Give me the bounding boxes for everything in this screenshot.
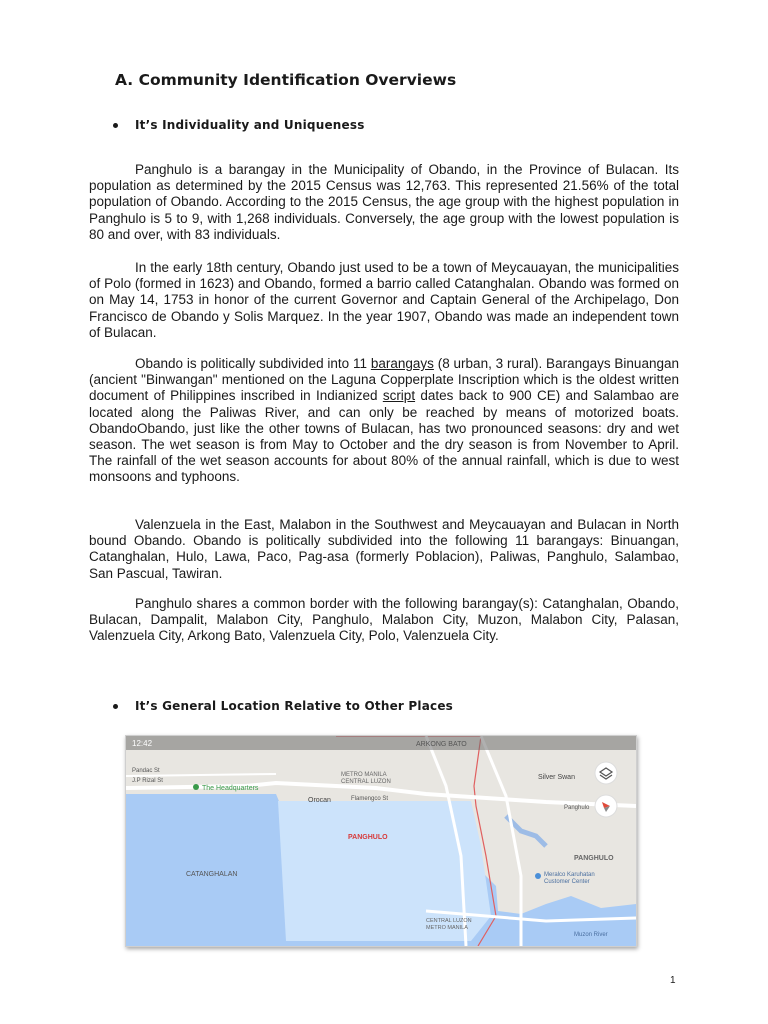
label-bottom-metro-manila: METRO MANILA	[426, 925, 468, 931]
label-panghulo-center: PANGHULO	[348, 834, 388, 841]
page-number: 1	[670, 975, 676, 986]
headquarters-pin-icon[interactable]	[193, 784, 199, 790]
map-svg	[126, 736, 636, 946]
script-link[interactable]: script	[382, 388, 416, 404]
paragraph-subdivisions-text-a: Obando is politically subdivided into 11	[135, 356, 371, 371]
bullet-dot-icon	[113, 123, 118, 128]
paragraph-history-text: In the early 18th century, Obando just used to be a town of Meycauayan, the municipalities of Polo (formed in 1623) and Obando, formed a barrio called Catanghalan. Obando was formed on on May 14, 1753 in honor of the current Governor and Captain General of the Archipelago, Don Francisco de Obando y Solis Marquez. In the year 1907, Obando was made an independent town of Bulacan.	[89, 260, 679, 340]
paragraph-subdivisions	[89, 356, 679, 486]
compass-button[interactable]	[595, 795, 617, 817]
paragraph-boundaries	[89, 517, 679, 582]
bullet-dot-icon	[113, 704, 118, 709]
bullet-individuality	[113, 118, 365, 132]
status-time: 12:42	[132, 739, 153, 748]
paragraph-subdivisions-text-c: (8 urban, 3 rural). Barangays Binuangan (ancient "Binwangan" mentioned on the Laguna Copperplate Inscription which is the oldest written document of Philippines inscribed in Indianized	[89, 356, 679, 404]
label-silver-swan: Silver Swan	[538, 774, 575, 781]
label-pandac-st: Pandac St	[132, 768, 160, 774]
label-catanghalan: CATANGHALAN	[186, 871, 238, 878]
label-panghulo-road: Panghulo	[564, 805, 590, 811]
paragraph-boundaries-text: Valenzuela in the East, Malabon in the Southwest and Meycauayan and Bulacan in North bound Obando. Obando is politically subdivided into the following 11 barangays: Binuangan, Catanghalan, Hulo, Lawa, Paco, Pag-asa (formerly Poblacion), Paliwas, Panghulo, Salambao, San Pascual, Tawiran.	[89, 517, 679, 581]
label-muzon-river: Muzon River	[574, 932, 608, 938]
label-jp-rizal-st: J.P Rizal St	[132, 778, 163, 784]
meralco-pin-icon[interactable]	[535, 873, 541, 879]
label-meralco-2: Customer Center	[544, 879, 590, 885]
status-bar	[126, 736, 636, 750]
label-orocan: Orocan	[308, 797, 331, 804]
page-heading: A. Community Identification Overviews	[115, 71, 457, 89]
label-headquarters: The Headquarters	[202, 785, 259, 792]
paragraph-panghulo-intro	[89, 162, 679, 243]
paragraph-borders-text: Panghulo shares a common border with the following barangay(s): Catanghalan, Obando, Bulacan, Dampalit, Malabon City, Panghulo, Malabon City, Muzon, Malabon City, Palasan, Valenzuela City, Arkong Bato, Valenzuela City, Polo, Valenzuela City.	[89, 596, 679, 644]
bullet-location-text: It’s General Location Relative to Other Places	[135, 699, 454, 713]
label-meralco-1: Meralco Karuhatan	[544, 872, 595, 878]
paragraph-panghulo-intro-text: Panghulo is a barangay in the Municipality of Obando, in the Province of Bulacan. Its population as determined by the 2015 Census was 12,763. This represented 21.56% of the total population of Obando. According to the 2015 Census, the age group with the highest population in Panghulo is 5 to 9, with 1,268 individuals. Conversely, the age group with the lowest population is 80 and over, with 83 individuals.	[89, 162, 679, 242]
paragraph-history	[89, 260, 679, 341]
label-arkong-bato: ARKONG BATO	[416, 741, 467, 748]
label-central-luzon: CENTRAL LUZON	[341, 779, 391, 785]
label-bottom-central-luzon: CENTRAL LUZON	[426, 918, 472, 924]
label-panghulo-right: PANGHULO	[574, 855, 614, 862]
location-map[interactable]	[125, 735, 637, 947]
barangays-link[interactable]: barangays	[370, 356, 434, 371]
paragraph-borders	[89, 596, 679, 645]
bullet-individuality-text: It’s Individuality and Uniqueness	[135, 118, 365, 132]
paragraph-subdivisions-text-e: dates back to 900 CE) and Salambao are located along the Paliwas River, and can only be reached by means of motorized boats. ObandoObando, just like the other towns of Bulacan, has two pronounced seasons: dry and wet season. The wet season is from May to October and the dry season is from November to April. The rainfall of the wet season accounts for about 80% of the annual rainfall, which is due to west monsoons and typhoons.	[89, 388, 679, 485]
layers-button[interactable]	[595, 762, 617, 784]
label-metro-manila: METRO MANILA	[341, 772, 387, 778]
label-flamengco-st: Flamengco St	[351, 796, 389, 802]
bullet-location	[113, 699, 453, 713]
